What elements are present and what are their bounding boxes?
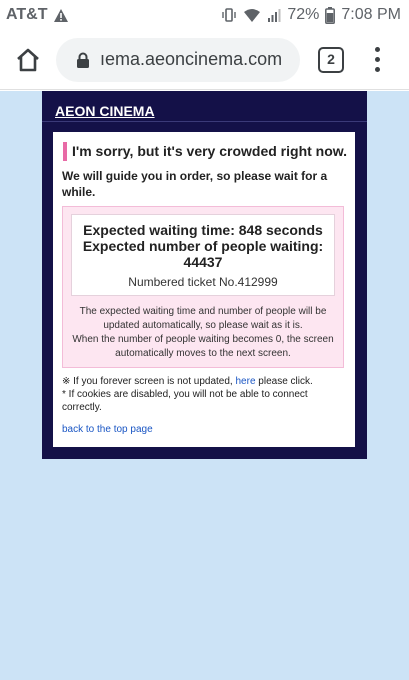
- cinema-frame: [42, 91, 367, 459]
- not-updated-note: [62, 375, 346, 388]
- people-waiting-count: 44437: [183, 254, 223, 270]
- back-to-top-link[interactable]: back to the top page: [62, 424, 153, 435]
- ticket-number: Numbered ticket No.412999: [128, 275, 278, 289]
- auto-move-text: When the number of people waiting becomes 0, the screen automatically moves to the next screen.: [72, 334, 334, 359]
- url-text: ıema.aeoncinema.com: [100, 49, 283, 69]
- auto-update-text: The expected waiting time and number of people will be updated automatically, so please wait as it is.: [79, 306, 327, 331]
- crowded-heading: I'm sorry, but it's very crowded right now.: [63, 142, 343, 161]
- signal-icon: [267, 8, 281, 23]
- clock: 7:08 PM: [341, 6, 401, 23]
- status-bar: [0, 0, 409, 30]
- tabs-icon[interactable]: 2: [318, 47, 344, 73]
- more-vert-icon[interactable]: [370, 47, 384, 73]
- warning-icon: [53, 8, 69, 23]
- wifi-icon: [243, 8, 261, 23]
- notes: [62, 375, 346, 414]
- page-background: [0, 91, 409, 680]
- waiting-stats: [71, 214, 335, 296]
- battery-icon: [325, 7, 335, 24]
- not-updated-suffix: please click.: [258, 376, 313, 387]
- guide-text: We will guide you in order, so please wait for a while.: [62, 169, 328, 199]
- waiting-time: Expected waiting time: 848 seconds: [83, 222, 323, 238]
- lock-icon: [76, 52, 90, 74]
- battery-percent: 72%: [287, 6, 320, 23]
- address-bar[interactable]: [56, 38, 300, 82]
- site-title-link[interactable]: AEON CINEMA: [55, 103, 155, 119]
- home-icon[interactable]: [14, 46, 42, 74]
- cookie-note: * If cookies are disabled, you will not be able to connect correctly.: [62, 389, 308, 413]
- vibrate-icon: [221, 7, 237, 23]
- header-divider: [42, 121, 367, 122]
- waiting-info-box: [62, 206, 344, 368]
- waiting-card: [53, 132, 355, 447]
- carrier-label: AT&T: [6, 6, 48, 23]
- not-updated-prefix: ※ If you forever screen is not updated,: [62, 376, 233, 387]
- people-waiting-label: Expected number of people waiting:: [82, 238, 324, 254]
- browser-toolbar: [0, 30, 409, 90]
- auto-update-note: [67, 305, 339, 361]
- here-link[interactable]: here: [235, 376, 256, 387]
